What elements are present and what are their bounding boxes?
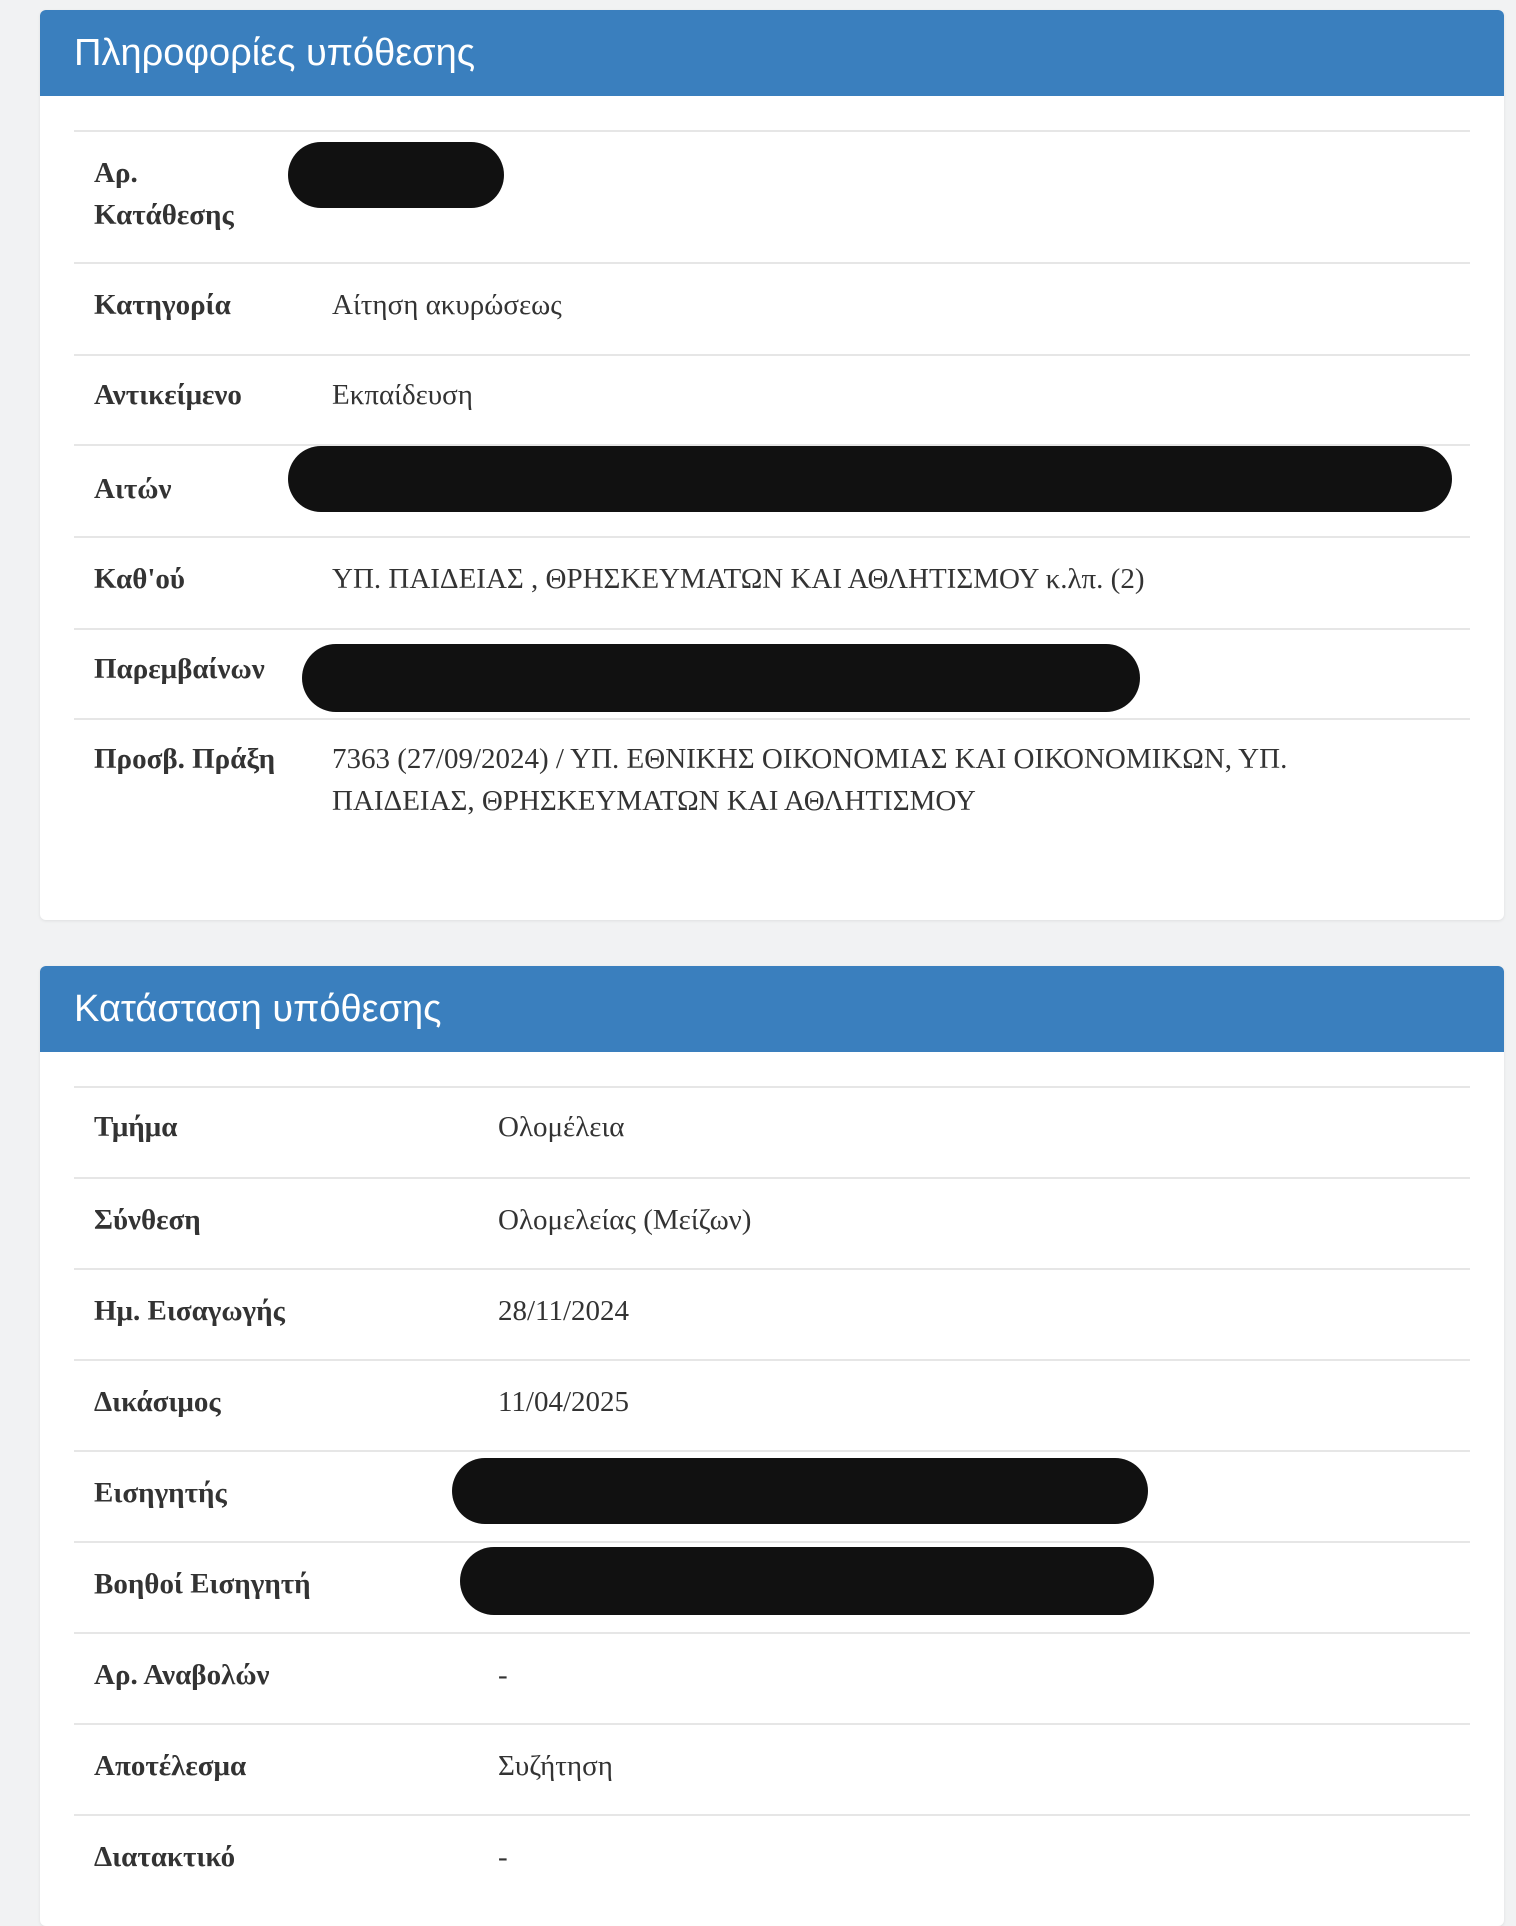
table-row bbox=[74, 1632, 1470, 1723]
row-label: Διατακτικό bbox=[94, 1841, 236, 1873]
row-label: Βοηθοί Εισηγητή bbox=[94, 1568, 311, 1600]
row-label: Τμήμα bbox=[94, 1111, 178, 1143]
row-value: - bbox=[498, 1659, 508, 1691]
redacted-assistant-rapporteurs bbox=[460, 1547, 1154, 1615]
row-label: Εισηγητής bbox=[94, 1477, 227, 1509]
row-value: Ολομελείας (Μείζων) bbox=[498, 1204, 752, 1236]
redacted-rapporteur bbox=[452, 1458, 1148, 1524]
table-row bbox=[74, 1814, 1470, 1905]
table-row bbox=[74, 536, 1470, 628]
table-row bbox=[74, 1359, 1470, 1450]
table-row bbox=[74, 1177, 1470, 1268]
case-info-panel bbox=[40, 10, 1504, 920]
row-label: Δικάσιμος bbox=[94, 1386, 221, 1418]
row-label: Αντικείμενο bbox=[94, 379, 242, 411]
case-status-title: Κατάσταση υπόθεσης bbox=[40, 966, 1504, 1052]
row-value: ΥΠ. ΠΑΙΔΕΙΑΣ , ΘΡΗΣΚΕΥΜΑΤΩΝ ΚΑΙ ΑΘΛΗΤΙΣΜΟΥ κ.λπ. (2) bbox=[332, 563, 1145, 595]
redacted-intervenor bbox=[302, 644, 1140, 712]
row-label: Αιτών bbox=[94, 473, 172, 505]
redacted-applicant bbox=[288, 446, 1452, 512]
row-label: Κατηγορία bbox=[94, 289, 231, 321]
row-label: Καθ'ού bbox=[94, 563, 185, 595]
row-value: Αίτηση ακυρώσεως bbox=[332, 289, 562, 321]
table-row bbox=[74, 354, 1470, 444]
table-row bbox=[74, 1541, 1470, 1632]
row-label: Αρ. Κατάθεσης bbox=[94, 157, 234, 231]
row-value: Ολομέλεια bbox=[498, 1111, 625, 1143]
table-row bbox=[74, 1086, 1470, 1177]
table-row bbox=[74, 718, 1470, 848]
table-row bbox=[74, 1723, 1470, 1814]
table-row bbox=[74, 1268, 1470, 1359]
row-value: Συζήτηση bbox=[498, 1750, 613, 1782]
case-status-table bbox=[74, 1086, 1470, 1905]
table-row bbox=[74, 262, 1470, 354]
row-value: Εκπαίδευση bbox=[332, 379, 473, 411]
case-info-table bbox=[74, 130, 1470, 848]
row-value: - bbox=[498, 1841, 508, 1873]
row-label: Σύνθεση bbox=[94, 1204, 201, 1236]
row-label: Ημ. Εισαγωγής bbox=[94, 1295, 285, 1327]
row-label: Παρεμβαίνων bbox=[94, 653, 265, 685]
table-row bbox=[74, 1450, 1470, 1541]
table-row bbox=[74, 628, 1470, 718]
row-value: 11/04/2025 bbox=[498, 1386, 630, 1418]
table-row bbox=[74, 444, 1470, 536]
row-label: Αρ. Αναβολών bbox=[94, 1659, 270, 1691]
case-info-title: Πληροφορίες υπόθεσης bbox=[40, 10, 1504, 96]
redacted-filing-number bbox=[288, 142, 504, 208]
row-label: Προσβ. Πράξη bbox=[94, 743, 276, 775]
table-row bbox=[74, 130, 1470, 262]
row-label: Αποτέλεσμα bbox=[94, 1750, 247, 1782]
row-value: 28/11/2024 bbox=[498, 1295, 630, 1327]
case-status-panel bbox=[40, 966, 1504, 1926]
row-value: 7363 (27/09/2024) / ΥΠ. ΕΘΝΙΚΗΣ ΟΙΚΟΝΟΜΙΑΣ ΚΑΙ ΟΙΚΟΝΟΜΙΚΩΝ, ΥΠ. ΠΑΙΔΕΙΑΣ, ΘΡΗΣΚΕΥΜΑΤΩΝ ΚΑΙ ΑΘΛΗΤΙΣΜΟΥ bbox=[332, 743, 1288, 817]
